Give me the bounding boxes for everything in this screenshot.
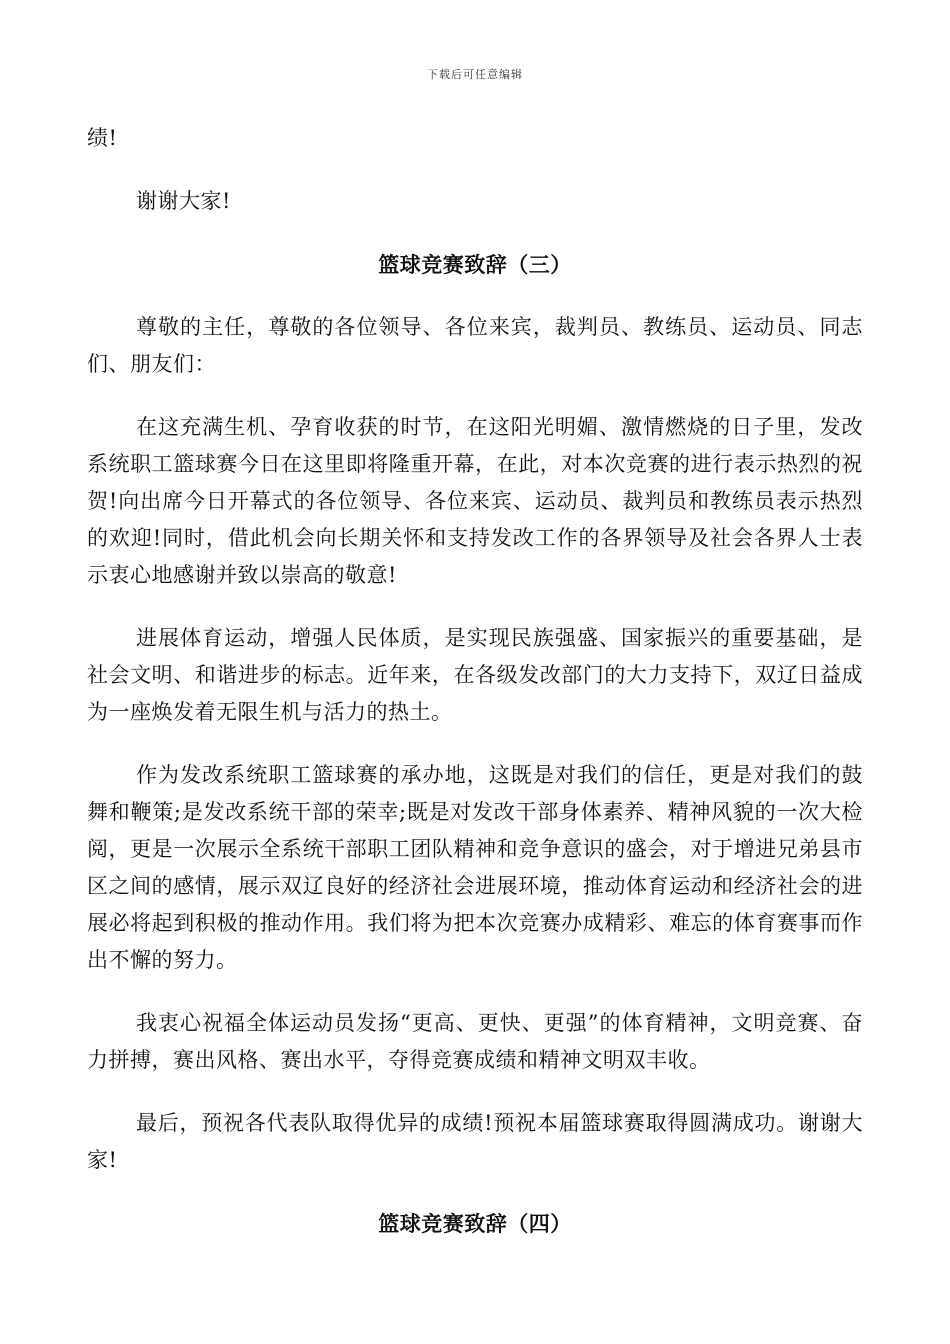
document-body: [87, 120, 863, 1268]
section-3-paragraph: 在这充满生机、孕育收获的时节，在这阳光明媚、激情燃烧的日子里，发改系统职工篮球赛今日在这里即将隆重开幕，在此，对本次竞赛的进行表示热烈的祝贺!向出席今日开幕式的各位领导、各位来宾、运动员、裁判员和教练员表示热烈的欢迎!同时，借此机会向长期关怀和支持发改工作的各界领导及社会各界人士表示衷心地感谢并致以崇高的敬意!: [87, 415, 863, 587]
section-3-paragraph: 我衷心祝福全体运动员发扬“更高、更快、更强”的体育精神，文明竞赛、奋力拼搏，赛出风格、赛出水平，夺得竞赛成绩和精神文明双丰收。: [87, 1011, 863, 1072]
section-3-paragraph: 最后，预祝各代表队取得优异的成绩!预祝本届篮球赛取得圆满成功。谢谢大家!: [87, 1111, 863, 1172]
section-3-paragraph: 尊敬的主任，尊敬的各位领导、各位来宾，裁判员、教练员、运动员、同志们、朋友们：: [87, 315, 863, 376]
section-3-title: 篮球竞赛致辞（三）: [378, 252, 572, 277]
thanks-line: 谢谢大家!: [136, 189, 231, 213]
section-4-title: 篮球竞赛致辞（四）: [378, 1211, 572, 1236]
section-3-paragraph: 进展体育运动，增强人民体质，是实现民族强盛、国家振兴的重要基础，是社会文明、和谐进步的标志。近年来，在各级发改部门的大力支持下，双辽日益成为一座焕发着无限生机与活力的热土。: [87, 626, 863, 724]
header-note: 下载后可任意编辑: [427, 68, 523, 81]
section-3-paragraph: 作为发改系统职工篮球赛的承办地，这既是对我们的信任，更是对我们的鼓舞和鞭策;是发改系统干部的荣幸;既是对发改干部身体素养、精神风貌的一次大检阅，更是一次展示全系统干部职工团队精神和竞争意识的盛会，对于增进兄弟县市区之间的感情，展示双辽良好的经济社会进展环境，推动体育运动和经济社会的进展必将起到积极的推动作用。我们将为把本次竞赛办成精彩、难忘的体育赛事而作出不懈的努力。: [87, 763, 863, 972]
fragment-end: 绩!: [87, 126, 118, 150]
